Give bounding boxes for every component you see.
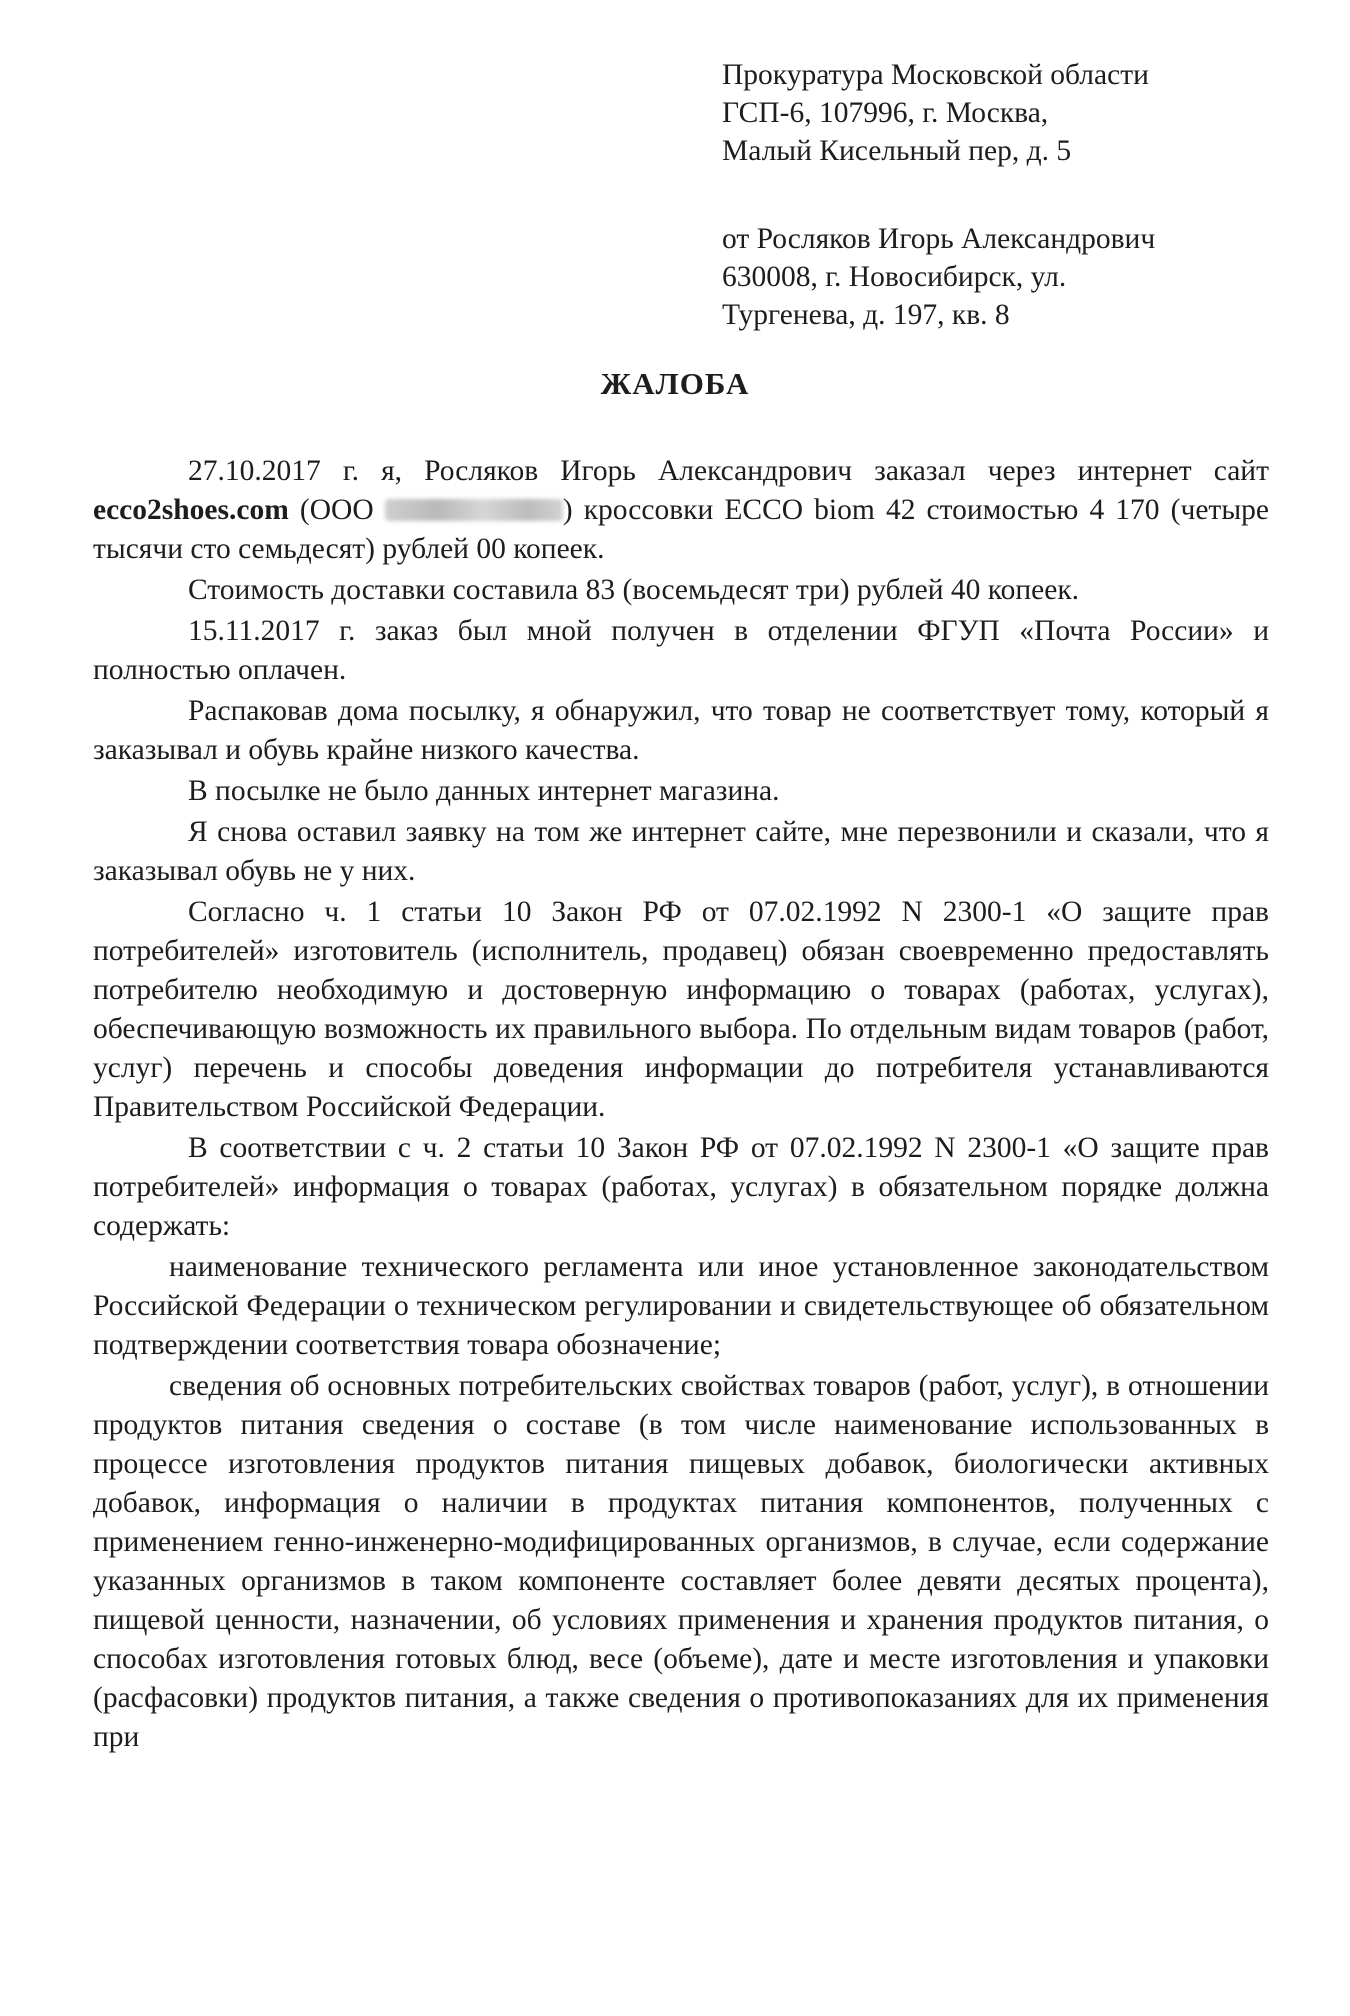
redacted-company-name	[385, 499, 563, 521]
paragraph-unpacked: Распаковав дома посылку, я обнаружил, что товар не соответствует тому, который я заказывал и обувь крайне низкого качества.	[93, 695, 1269, 766]
paragraph-received: 15.11.2017 г. заказ был мной получен в отделении ФГУП «Почта России» и полностью оплачен.	[93, 615, 1269, 686]
paragraph-order	[93, 452, 1269, 569]
paragraph-no-data: В посылке не было данных интернет магазина.	[188, 775, 780, 807]
sender-street: Тургенева, д. 197, кв. 8	[722, 299, 1010, 331]
recipient-street: Малый Кисельный пер, д. 5	[722, 135, 1072, 167]
paragraph-law-part1: Согласно ч. 1 статьи 10 Закон РФ от 07.02.1992 N 2300-1 «О защите прав потребителей» изготовитель (исполнитель, продавец) обязан своевременно предоставлять потребителю необходимую и достоверную информацию о товарах (работах, услугах), обеспечивающую возможность их правильного выбора. По отдельным видам товаров (работ, услуг) перечень и способы доведения информации до потребителя устанавливаются Правительством Российской Федерации.	[93, 896, 1269, 1123]
list-item-regulation: наименование технического регламента или иное установленное законодательством Российской Федерации о техническом регулировании и свидетельствующее об обязательном подтверждении соответствия товара обозначение;	[93, 1251, 1269, 1361]
recipient-name: Прокуратура Московской области	[722, 59, 1149, 91]
company-prefix: (ООО	[288, 494, 385, 526]
addressee-block	[722, 56, 1322, 334]
paragraph-law-part2: В соответствии с ч. 2 статьи 10 Закон РФ от 07.02.1992 N 2300-1 «О защите прав потребителей» информация о товарах (работах, услугах) в обязательном порядке должна содержать:	[93, 1132, 1269, 1242]
sender-name: от Росляков Игорь Александрович	[722, 223, 1156, 255]
list-item-properties: сведения об основных потребительских свойствах товаров (работ, услуг), в отношении продуктов питания сведения о составе (в том числе наименование использованных в процессе изготовления продуктов питания пищевых добавок, биологически активных добавок, информация о наличии в продуктах питания компонентов, полученных с применением генно-инженерно-модифицированных организмов, в случае, если содержание указанных организмов в таком компоненте составляет более девяти десятых процента), пищевой ценности, назначении, об условиях применения и хранения продуктов питания, о способах изготовления готовых блюд, весе (объеме), дате и месте изготовления и упаковки (расфасовки) продуктов питания, а также сведения о противопоказаниях для их применения при	[93, 1370, 1269, 1753]
order-text: 27.10.2017 г. я, Росляков Игорь Александрович заказал через интернет сайт	[188, 455, 1269, 487]
sender-address: 630008, г. Новосибирск, ул.	[722, 261, 1067, 293]
paragraph-delivery: Стоимость доставки составила 83 (восемьдесят три) рублей 40 копеек.	[188, 574, 1080, 606]
order-text-end: ) кроссовки ECCO biom 42 стоимостью 4 170 (четыре тысячи сто семьдесят) рублей 00 копеек.	[93, 494, 1269, 565]
website-name: ecco2shoes.com	[93, 494, 289, 526]
document-title: ЖАЛОБА	[600, 366, 750, 401]
recipient-address: ГСП-6, 107996, г. Москва,	[722, 97, 1049, 129]
complaint-body	[93, 452, 1269, 1759]
paragraph-request: Я снова оставил заявку на том же интернет сайте, мне перезвонили и сказали, что я заказывал обувь не у них.	[93, 816, 1269, 887]
